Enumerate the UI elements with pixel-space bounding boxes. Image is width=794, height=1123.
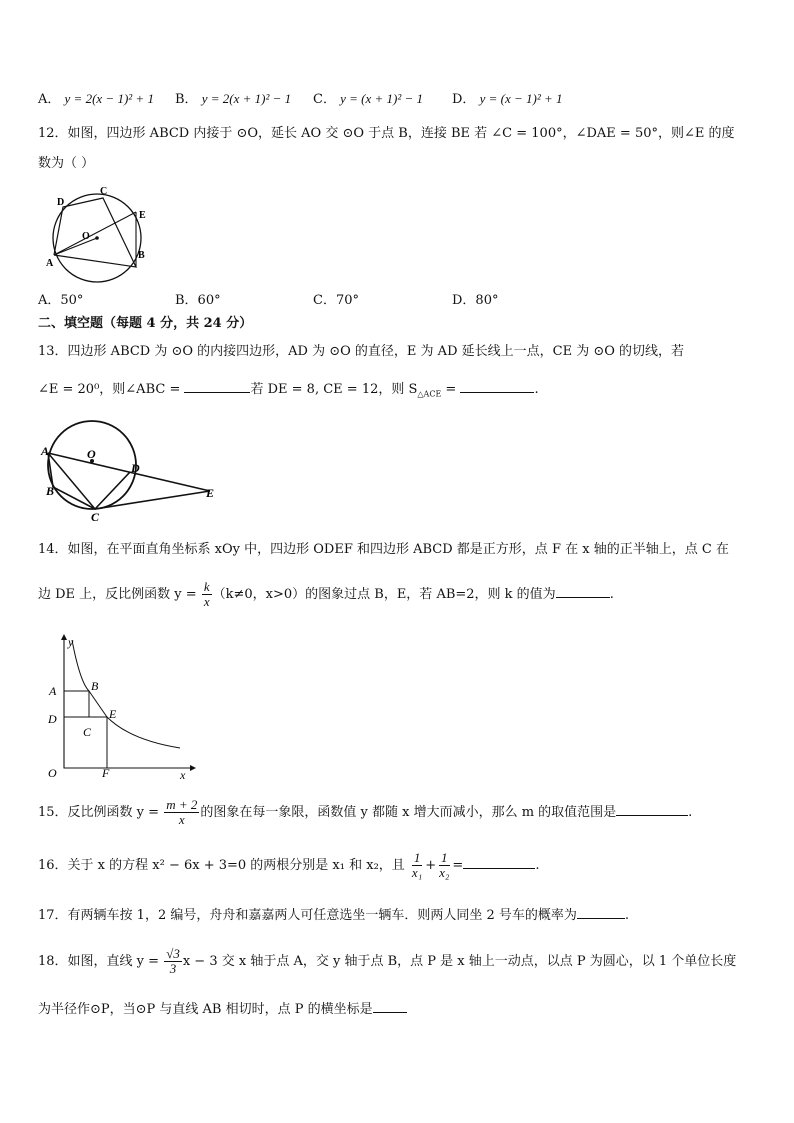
q18-answer-blank[interactable] <box>373 998 407 1013</box>
q11-option-a-expr: y = 2(x − 1)² + 1 <box>64 91 154 106</box>
q13-text-part-a: ∠E = 20⁰，则∠ABC = <box>38 382 185 397</box>
q18-text-line1 <box>38 944 736 980</box>
q12-option-c: C．70° <box>313 293 359 308</box>
q16-fraction-1 <box>410 851 424 880</box>
q18-text-part-b: x − 3 交 x 轴于点 A，交 y 轴于点 B，点 P 是 x 轴上一动点，以点 P 为圆心，以 1 个单位长度 <box>182 954 737 969</box>
q18-fraction-num: √3 <box>166 946 180 961</box>
q14-fraction-den: x <box>203 594 210 609</box>
q14-text-part-c: . <box>609 587 614 602</box>
q12-label-o: O <box>82 231 90 242</box>
q14-label-d: D <box>48 712 57 726</box>
q12-text-line1: 12．如图，四边形 ABCD 内接于 ⊙O，延长 AO 交 ⊙O 于点 B，连接 BE 若 ∠C = 100°，∠DAE = 50°，则∠E 的度 <box>38 126 735 141</box>
section-heading: 二、填空题（每题 4 分，共 24 分） <box>38 316 253 331</box>
q12-option-b: B．60° <box>175 293 221 308</box>
q11-option-d-expr: y = (x − 1)² + 1 <box>479 91 563 106</box>
q14-label-b: B <box>91 679 99 693</box>
q14-fraction <box>202 580 212 609</box>
q11-option-d <box>452 88 563 107</box>
q16-fraction-2 <box>437 851 451 880</box>
q13-label-a: A <box>41 444 50 458</box>
q13-text-part-b: 若 DE = 8, CE = 12，则 S <box>250 382 418 397</box>
q13-text-line2 <box>38 378 539 405</box>
q13-label-o: O <box>87 447 96 461</box>
q13-label-c: C <box>91 510 100 524</box>
q16-text-part-b: = <box>452 858 464 873</box>
q12-option-d: D．80° <box>452 293 499 308</box>
q14-label-x: x <box>180 768 186 782</box>
q12-label-e: E <box>139 210 146 221</box>
q11-option-a-label: A． <box>38 92 61 107</box>
q15-text-part-b: 的图象在每一象限，函数值 y 都随 x 增大而减小，那么 m 的取值范围是 <box>200 805 617 820</box>
q12-label-b: B <box>138 250 145 261</box>
q13-figure <box>38 415 228 525</box>
q11-option-a <box>38 88 154 107</box>
q16-plus: + <box>425 858 437 873</box>
q17-text <box>38 904 629 926</box>
q13-text-part-c: = <box>441 382 461 397</box>
q14-text-part-b: （k≠0，x>0）的图象过点 B，E，若 AB=2，则 k 的值为 <box>212 587 556 602</box>
q13-answer-blank-1[interactable] <box>184 378 250 393</box>
q16-text <box>38 848 539 884</box>
q14-text-line1: 14．如图，在平面直角坐标系 xOy 中，四边形 ODEF 和四边形 ABCD 都是正方形，点 F 在 x 轴的正半轴上，点 C 在 <box>38 542 729 557</box>
q14-fraction-num: k <box>203 579 210 594</box>
q12-label-a: A <box>46 258 54 269</box>
q16-fraction-2-den: x₂ <box>439 865 450 880</box>
q12-figure <box>45 183 160 288</box>
q18-text-part-c: 为半径作⊙P，当⊙P 与直线 AB 相切时，点 P 的横坐标是 <box>38 1002 373 1017</box>
q15-text <box>38 796 692 830</box>
q17-text-body: 17．有两辆车按 1，2 编号，舟舟和嘉嘉两人可任意选坐一辆车．则两人同坐 2 号车的概率为 <box>38 908 577 923</box>
q15-fraction-num: m + 2 <box>166 797 198 812</box>
q16-fraction-1-num: 1 <box>413 850 421 865</box>
q14-text-part-a: 边 DE 上，反比例函数 y = <box>38 587 201 602</box>
q15-fraction-den: x <box>178 812 185 827</box>
q18-fraction-den: 3 <box>169 961 177 976</box>
q16-text-part-c: . <box>535 858 540 873</box>
q11-option-c-expr: y = (x + 1)² − 1 <box>340 91 424 106</box>
q13-subscript: △ACE <box>417 389 442 399</box>
q17-answer-blank[interactable] <box>577 904 625 919</box>
q16-text-part-a: 16．关于 x 的方程 x² − 6x + 3=0 的两根分别是 x₁ 和 x₂，且 <box>38 858 409 873</box>
q15-answer-blank[interactable] <box>616 801 688 816</box>
q14-label-e: E <box>109 707 117 721</box>
q11-option-b <box>175 88 291 107</box>
q15-text-part-c: . <box>688 805 693 820</box>
q13-text-part-d: . <box>534 382 539 397</box>
q13-label-b: B <box>46 484 55 498</box>
q12-option-a: A．50° <box>38 293 84 308</box>
q15-fraction <box>164 798 199 827</box>
q13-answer-blank-2[interactable] <box>460 378 534 393</box>
q18-fraction <box>164 947 182 976</box>
q14-label-o: O <box>48 766 57 780</box>
q13-text-line1: 13．四边形 ABCD 为 ⊙O 的内接四边形，AD 为 ⊙O 的直径，E 为 AD 延长线上一点，CE 为 ⊙O 的切线，若 <box>38 344 685 359</box>
q12-text-line2: 数为（ ） <box>38 156 95 171</box>
q18-text-line2 <box>38 998 407 1020</box>
q16-fraction-2-num: 1 <box>441 850 448 865</box>
q11-option-b-expr: y = 2(x + 1)² − 1 <box>201 91 292 106</box>
q16-answer-blank[interactable] <box>463 854 535 869</box>
q14-label-a: A <box>49 684 57 698</box>
q11-option-b-label: B． <box>175 92 198 107</box>
q17-text-end: . <box>624 908 630 923</box>
q12-label-d: D <box>57 197 65 208</box>
q14-label-y: y <box>68 635 74 649</box>
q12-label-c: C <box>100 186 108 197</box>
q15-text-part-a: 15．反比例函数 y = <box>38 805 164 820</box>
q14-figure <box>40 632 200 784</box>
q13-label-d: D <box>131 461 140 475</box>
q11-option-c <box>313 88 423 107</box>
q13-label-e: E <box>206 486 215 500</box>
q14-label-f: F <box>102 766 110 780</box>
q11-option-d-label: D． <box>452 92 476 107</box>
q14-text-line2 <box>38 578 614 612</box>
q18-text-part-a: 18．如图，直线 y = <box>38 954 164 969</box>
q16-fraction-1-den: x₁ <box>411 865 423 880</box>
q14-answer-blank[interactable] <box>556 583 610 598</box>
q11-option-c-label: C． <box>313 92 336 107</box>
q14-label-c: C <box>83 725 92 739</box>
